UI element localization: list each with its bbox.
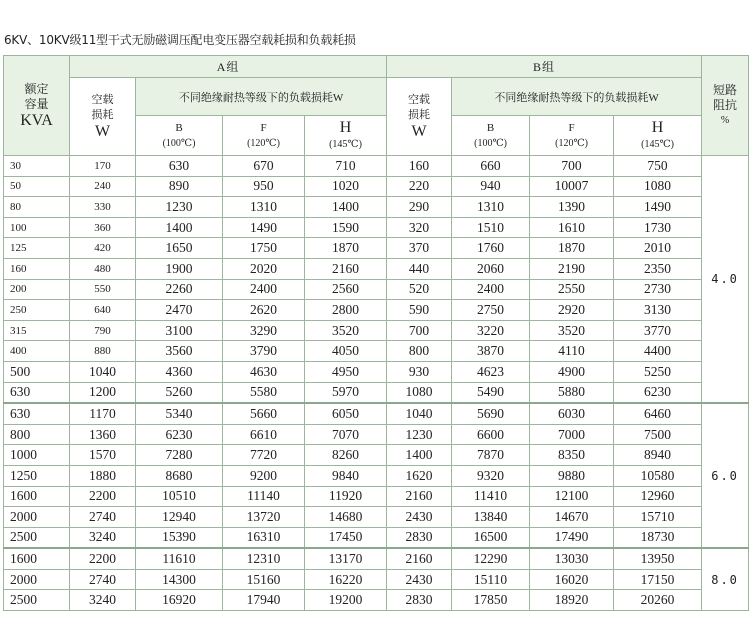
table-cell: 7500 (614, 424, 702, 445)
table-cell: 3870 (452, 341, 530, 362)
table-cell: 3240 (70, 590, 136, 611)
table-cell: 5970 (305, 382, 387, 403)
table-cell: 11410 (452, 486, 530, 507)
table-row (4, 258, 749, 279)
table-cell: 1870 (305, 238, 387, 259)
table-cell: 2920 (530, 300, 614, 321)
header-a-class-h: H (145℃) (305, 116, 387, 156)
table-cell: 200 (4, 279, 70, 300)
table-cell: 1040 (70, 361, 136, 382)
impedance-value: 6.0 (702, 403, 749, 548)
table-cell: 2740 (70, 507, 136, 528)
table-cell: 7000 (530, 424, 614, 445)
table-row (4, 507, 749, 528)
table-cell: 5660 (223, 403, 305, 424)
table-cell: 2200 (70, 486, 136, 507)
table-cell: 15160 (223, 569, 305, 590)
table-cell: 15710 (614, 507, 702, 528)
table-cell: 7280 (136, 445, 223, 466)
table-cell: 630 (4, 403, 70, 424)
table-cell: 7720 (223, 445, 305, 466)
table-cell: 1360 (70, 424, 136, 445)
table-row (4, 361, 749, 382)
table-cell: 2500 (4, 527, 70, 548)
table-row (4, 300, 749, 321)
table-cell: 2470 (136, 300, 223, 321)
table-cell: 1000 (4, 445, 70, 466)
table-cell: 3290 (223, 320, 305, 341)
table-title: 6KV、10KV级11型干式无励磁调压配电变压器空载耗损和负载耗损 (4, 33, 356, 47)
table-cell: 2750 (452, 300, 530, 321)
table-cell: 16310 (223, 527, 305, 548)
table-cell: 1250 (4, 465, 70, 486)
table-row (4, 197, 749, 218)
table-cell: 7870 (452, 445, 530, 466)
table-cell: 9880 (530, 465, 614, 486)
table-cell: 12960 (614, 486, 702, 507)
table-cell: 700 (387, 320, 452, 341)
table-cell: 320 (387, 217, 452, 238)
table-cell: 1730 (614, 217, 702, 238)
table-cell: 500 (4, 361, 70, 382)
table-cell: 160 (387, 156, 452, 177)
table-cell: 15110 (452, 569, 530, 590)
table-cell: 4900 (530, 361, 614, 382)
table-cell: 5340 (136, 403, 223, 424)
table-row (4, 465, 749, 486)
table-cell: 1610 (530, 217, 614, 238)
loss-spec-table (3, 55, 749, 611)
table-cell: 1170 (70, 403, 136, 424)
table-cell: 630 (4, 382, 70, 403)
table-cell: 1200 (70, 382, 136, 403)
table-cell: 2740 (70, 569, 136, 590)
table-cell: 4950 (305, 361, 387, 382)
header-group-a: A组 (70, 56, 387, 78)
table-cell: 240 (70, 176, 136, 197)
table-cell: 6230 (614, 382, 702, 403)
header-group-b: B组 (387, 56, 702, 78)
table-cell: 2400 (223, 279, 305, 300)
table-cell: 125 (4, 238, 70, 259)
table-cell: 1230 (387, 424, 452, 445)
table-cell: 2830 (387, 527, 452, 548)
table-cell: 370 (387, 238, 452, 259)
table-row (4, 527, 749, 548)
table-cell: 6230 (136, 424, 223, 445)
table-cell: 3520 (530, 320, 614, 341)
table-cell: 2620 (223, 300, 305, 321)
table-cell: 4630 (223, 361, 305, 382)
table-cell: 16020 (530, 569, 614, 590)
table-cell: 2350 (614, 258, 702, 279)
table-cell: 2430 (387, 569, 452, 590)
table-cell: 1400 (305, 197, 387, 218)
table-cell: 3240 (70, 527, 136, 548)
table-cell: 1490 (223, 217, 305, 238)
table-cell: 1870 (530, 238, 614, 259)
table-cell: 6610 (223, 424, 305, 445)
table-cell: 14300 (136, 569, 223, 590)
table-cell: 6460 (614, 403, 702, 424)
table-cell: 1020 (305, 176, 387, 197)
table-cell: 315 (4, 320, 70, 341)
header-short-circuit-impedance: 短路 阻抗 % (702, 56, 749, 156)
table-cell: 15390 (136, 527, 223, 548)
table-row (4, 424, 749, 445)
table-cell: 4110 (530, 341, 614, 362)
table-cell: 250 (4, 300, 70, 321)
table-cell: 1080 (614, 176, 702, 197)
table-cell: 5490 (452, 382, 530, 403)
table-cell: 1390 (530, 197, 614, 218)
table-row (4, 486, 749, 507)
table-cell: 5580 (223, 382, 305, 403)
table-cell: 9840 (305, 465, 387, 486)
table-cell: 17150 (614, 569, 702, 590)
header-b-load-loss: 不同绝缘耐热等级下的负载损耗W (452, 78, 702, 116)
header-a-class-f: F (120℃) (223, 116, 305, 156)
table-cell: 520 (387, 279, 452, 300)
table-cell: 1080 (387, 382, 452, 403)
table-cell: 400 (4, 341, 70, 362)
table-cell: 1510 (452, 217, 530, 238)
table-cell: 2500 (4, 590, 70, 611)
table-cell: 630 (136, 156, 223, 177)
table-row (4, 279, 749, 300)
table-cell: 590 (387, 300, 452, 321)
header-rated-capacity: 额定 容量 KVA (4, 56, 70, 156)
table-cell: 1760 (452, 238, 530, 259)
table-cell: 790 (70, 320, 136, 341)
table-cell: 1310 (452, 197, 530, 218)
table-cell: 2060 (452, 258, 530, 279)
table-cell: 11140 (223, 486, 305, 507)
table-cell: 2400 (452, 279, 530, 300)
table-cell: 160 (4, 258, 70, 279)
table-cell: 750 (614, 156, 702, 177)
table-cell: 3790 (223, 341, 305, 362)
table-cell: 13170 (305, 548, 387, 569)
table-row (4, 548, 749, 569)
table-cell: 1750 (223, 238, 305, 259)
header-a-load-loss: 不同绝缘耐热等级下的负载损耗W (136, 78, 387, 116)
table-cell: 800 (4, 424, 70, 445)
table-cell: 950 (223, 176, 305, 197)
table-row (4, 341, 749, 362)
table-cell: 6600 (452, 424, 530, 445)
table-cell: 18730 (614, 527, 702, 548)
table-cell: 2260 (136, 279, 223, 300)
table-row (4, 176, 749, 197)
table-cell: 4400 (614, 341, 702, 362)
table-cell: 10510 (136, 486, 223, 507)
table-row (4, 156, 749, 177)
table-row (4, 445, 749, 466)
table-cell: 14670 (530, 507, 614, 528)
table-row (4, 382, 749, 403)
table-row (4, 217, 749, 238)
table-cell: 30 (4, 156, 70, 177)
table-cell: 2550 (530, 279, 614, 300)
table-cell: 170 (70, 156, 136, 177)
table-cell: 1650 (136, 238, 223, 259)
impedance-value: 4.0 (702, 156, 749, 404)
table-cell: 3520 (305, 320, 387, 341)
table-cell: 2430 (387, 507, 452, 528)
table-cell: 2000 (4, 507, 70, 528)
table-cell: 940 (452, 176, 530, 197)
table-cell: 1040 (387, 403, 452, 424)
table-cell: 9320 (452, 465, 530, 486)
table-cell: 20260 (614, 590, 702, 611)
table-cell: 2730 (614, 279, 702, 300)
table-cell: 18920 (530, 590, 614, 611)
table-cell: 290 (387, 197, 452, 218)
table-cell: 670 (223, 156, 305, 177)
table-cell: 440 (387, 258, 452, 279)
table-cell: 550 (70, 279, 136, 300)
table-cell: 12290 (452, 548, 530, 569)
table-cell: 8680 (136, 465, 223, 486)
table-cell: 16500 (452, 527, 530, 548)
table-cell: 1620 (387, 465, 452, 486)
header-a-no-load-loss: 空载 损耗 W (70, 78, 136, 156)
table-cell: 2000 (4, 569, 70, 590)
table-cell: 16920 (136, 590, 223, 611)
table-cell: 1400 (136, 217, 223, 238)
table-cell: 330 (70, 197, 136, 218)
table-row (4, 238, 749, 259)
table-cell: 710 (305, 156, 387, 177)
table-cell: 12940 (136, 507, 223, 528)
table-cell: 640 (70, 300, 136, 321)
table-cell: 2800 (305, 300, 387, 321)
table-cell: 880 (70, 341, 136, 362)
table-cell: 220 (387, 176, 452, 197)
table-cell: 1600 (4, 548, 70, 569)
table-cell: 1490 (614, 197, 702, 218)
table-cell: 16220 (305, 569, 387, 590)
table-cell: 1600 (4, 486, 70, 507)
table-cell: 2560 (305, 279, 387, 300)
table-cell: 13840 (452, 507, 530, 528)
table-cell: 17450 (305, 527, 387, 548)
table-cell: 2190 (530, 258, 614, 279)
table-cell: 2010 (614, 238, 702, 259)
table-cell: 11610 (136, 548, 223, 569)
table-cell: 10580 (614, 465, 702, 486)
table-cell: 1570 (70, 445, 136, 466)
table-cell: 360 (70, 217, 136, 238)
table-cell: 1880 (70, 465, 136, 486)
table-cell: 1590 (305, 217, 387, 238)
table-cell: 17940 (223, 590, 305, 611)
table-cell: 8260 (305, 445, 387, 466)
table-cell: 4623 (452, 361, 530, 382)
table-cell: 13950 (614, 548, 702, 569)
table-cell: 8350 (530, 445, 614, 466)
table-cell: 420 (70, 238, 136, 259)
table-cell: 930 (387, 361, 452, 382)
table-cell: 1230 (136, 197, 223, 218)
table-cell: 2200 (70, 548, 136, 569)
table-cell: 80 (4, 197, 70, 218)
table-cell: 1310 (223, 197, 305, 218)
table-cell: 2160 (387, 548, 452, 569)
table-cell: 11920 (305, 486, 387, 507)
table-cell: 660 (452, 156, 530, 177)
table-cell: 6050 (305, 403, 387, 424)
table-row (4, 590, 749, 611)
table-cell: 50 (4, 176, 70, 197)
table-cell: 5260 (136, 382, 223, 403)
table-cell: 9200 (223, 465, 305, 486)
table-row (4, 320, 749, 341)
table-cell: 5880 (530, 382, 614, 403)
table-body (4, 156, 749, 611)
table-cell: 2830 (387, 590, 452, 611)
table-cell: 2160 (387, 486, 452, 507)
table-cell: 3130 (614, 300, 702, 321)
table-cell: 12100 (530, 486, 614, 507)
table-row (4, 569, 749, 590)
table-cell: 4360 (136, 361, 223, 382)
table-cell: 14680 (305, 507, 387, 528)
table-cell: 8940 (614, 445, 702, 466)
table-cell: 17490 (530, 527, 614, 548)
table-cell: 12310 (223, 548, 305, 569)
table-cell: 4050 (305, 341, 387, 362)
table-cell: 1400 (387, 445, 452, 466)
table-cell: 3560 (136, 341, 223, 362)
impedance-value: 8.0 (702, 548, 749, 610)
table-cell: 2160 (305, 258, 387, 279)
table-cell: 700 (530, 156, 614, 177)
table-cell: 19200 (305, 590, 387, 611)
table-cell: 13720 (223, 507, 305, 528)
table-cell: 1900 (136, 258, 223, 279)
table-cell: 2020 (223, 258, 305, 279)
table-cell: 13030 (530, 548, 614, 569)
table-cell: 7070 (305, 424, 387, 445)
header-b-class-h: H (145℃) (614, 116, 702, 156)
table-cell: 3100 (136, 320, 223, 341)
table-cell: 800 (387, 341, 452, 362)
table-cell: 17850 (452, 590, 530, 611)
table-cell: 5250 (614, 361, 702, 382)
table-cell: 890 (136, 176, 223, 197)
table-cell: 10007 (530, 176, 614, 197)
table-cell: 3770 (614, 320, 702, 341)
header-b-class-b: B (100℃) (452, 116, 530, 156)
header-b-class-f: F (120℃) (530, 116, 614, 156)
table-cell: 5690 (452, 403, 530, 424)
table-cell: 3220 (452, 320, 530, 341)
table-cell: 6030 (530, 403, 614, 424)
table-cell: 480 (70, 258, 136, 279)
table-cell: 100 (4, 217, 70, 238)
header-b-no-load-loss: 空载 损耗 W (387, 78, 452, 156)
header-a-class-b: B (100℃) (136, 116, 223, 156)
table-row (4, 403, 749, 424)
